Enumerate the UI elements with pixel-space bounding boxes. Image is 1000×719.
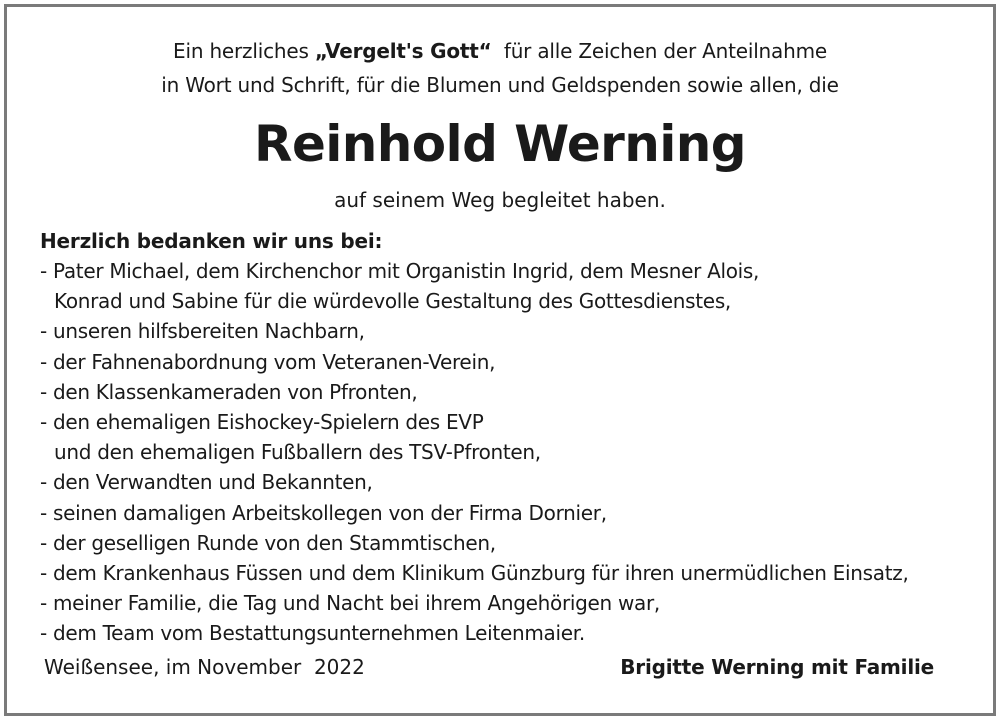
deceased-name: Reinhold Werning	[254, 115, 746, 173]
thanks-list	[40, 256, 909, 649]
thanks-line: - den Verwandten und Bekannten,	[40, 470, 373, 495]
thanks-line: - meiner Familie, die Tag und Nacht bei ihrem Angehörigen war,	[40, 591, 660, 616]
thanks-line: - dem Team vom Bestattungsunternehmen Leitenmaier.	[40, 621, 585, 646]
intro-line-1	[0, 34, 1000, 68]
thanks-line: - unseren hilfsbereiten Nachbarn,	[40, 319, 365, 344]
intro-text-start: Ein herzliches	[173, 39, 315, 63]
thanks-line: - der geselligen Runde von den Stammtischen,	[40, 530, 496, 555]
intro-highlight: „Vergelt's Gott“	[314, 39, 492, 63]
place-date: Weißensee, im November 2022	[44, 655, 365, 679]
thanks-line: - den Klassenkameraden von Pfronten,	[40, 379, 418, 404]
thanks-line: und den ehemaligen Fußballern des TSV-Pfronten,	[54, 440, 541, 465]
thanks-line: - dem Krankenhaus Füssen und dem Klinikum Günzburg für ihren unermüdlichen Einsatz,	[40, 561, 909, 586]
thanks-line: Konrad und Sabine für die würdevolle Gestaltung des Gottesdienstes,	[54, 289, 731, 314]
thanks-line: - seinen damaligen Arbeitskollegen von der Firma Dornier,	[40, 500, 607, 525]
intro-line-2: in Wort und Schrift, für die Blumen und Geldspenden sowie allen, die	[161, 73, 839, 97]
subline: auf seinem Weg begleitet haben.	[334, 188, 666, 212]
intro-text-end: für alle Zeichen der Anteilnahme	[491, 39, 827, 63]
thanks-line: - Pater Michael, dem Kirchenchor mit Organistin Ingrid, dem Mesner Alois,	[40, 259, 760, 283]
thanks-line: - der Fahnenabordnung vom Veteranen-Verein,	[40, 349, 496, 374]
thanks-line: - den ehemaligen Eishockey-Spielern des EVP	[40, 410, 484, 435]
signature: Brigitte Werning mit Familie	[620, 655, 934, 679]
thanks-heading: Herzlich bedanken wir uns bei:	[40, 229, 383, 253]
